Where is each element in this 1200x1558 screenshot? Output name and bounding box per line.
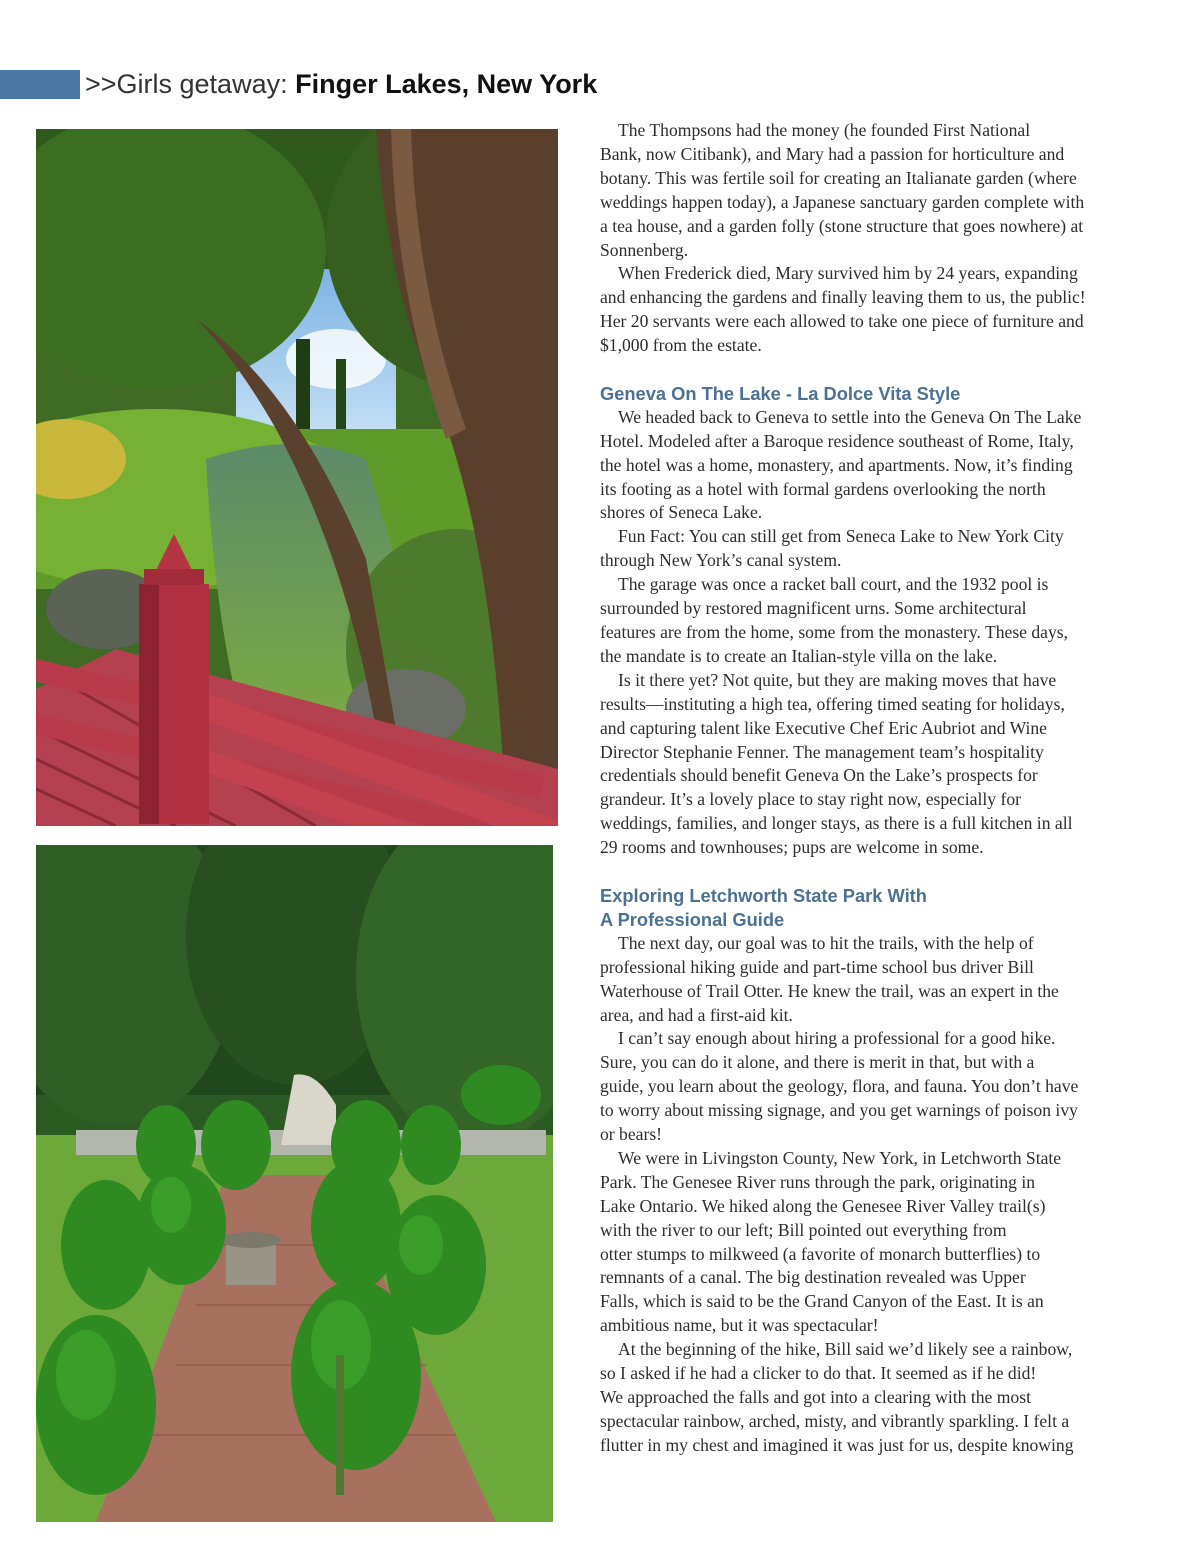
text-line: remnants of a canal. The big destination revealed was Upper <box>600 1267 1026 1288</box>
text-line: through New York’s canal system. <box>600 550 842 571</box>
text-line: Sonnenberg. <box>600 239 689 260</box>
text-line: grandeur. It’s a lovely place to stay right now, especially for <box>600 789 1021 810</box>
section-heading <box>600 884 1110 932</box>
text-line: weddings, families, and longer stays, as there is a full kitchen in all <box>600 813 1073 834</box>
section-gap <box>600 358 1110 382</box>
heading-line: A Professional Guide <box>600 908 785 930</box>
text-line: spectacular rainbow, arched, misty, and vibrantly sparkling. I felt a <box>600 1410 1070 1431</box>
text-line: features are from the home, some from the monastery. These days, <box>600 622 1069 643</box>
text-line: Her 20 servants were each allowed to take one piece of furniture and <box>600 311 1084 332</box>
text-line: botany. This was fertile soil for creating an Italianate garden (where <box>600 167 1077 188</box>
text-line: surrounded by restored magnificent urns. Some architectural <box>600 598 1027 619</box>
header-accent-bar <box>0 70 80 99</box>
text-line: Park. The Genesee River runs through the park, originating in <box>600 1171 1036 1192</box>
text-line: so I asked if he had a clicker to do that. It seemed as if he did! <box>600 1363 1037 1384</box>
text-line: to worry about missing signage, and you get warnings of poison ivy <box>600 1100 1078 1121</box>
text-line: I can’t say enough about hiring a professional for a good hike. <box>618 1028 1056 1049</box>
text-line: The Thompsons had the money (he founded First National <box>618 120 1031 140</box>
text-line: Waterhouse of Trail Otter. He knew the trail, was an expert in the <box>600 980 1059 1001</box>
text-line: $1,000 from the estate. <box>600 335 762 356</box>
text-line: Sure, you can do it alone, and there is merit in that, but with a <box>600 1052 1035 1073</box>
paragraph <box>600 406 1110 526</box>
text-line: We headed back to Geneva to settle into the Geneva On The Lake <box>618 406 1082 427</box>
paragraph <box>600 262 1110 358</box>
destination-title: Finger Lakes, New York <box>295 69 598 99</box>
text-line: ambitious name, but it was spectacular! <box>600 1315 879 1336</box>
text-line: We approached the falls and got into a clearing with the most <box>600 1387 1031 1407</box>
article-section <box>600 358 1110 860</box>
text-line: and capturing talent like Executive Chef Eric Aubriot and Wine <box>600 717 1047 738</box>
photo-topiary-garden <box>36 845 553 1522</box>
text-line: Falls, which is said to be the Grand Canyon of the East. It is an <box>600 1291 1044 1312</box>
text-line: the mandate is to create an Italian-style villa on the lake. <box>600 645 998 666</box>
paragraph <box>600 119 1110 262</box>
section-label: >>Girls getaway: <box>85 69 296 99</box>
text-line: Bank, now Citibank), and Mary had a passion for horticulture and <box>600 143 1065 164</box>
text-line: guide, you learn about the geology, flora, and fauna. You don’t have <box>600 1076 1079 1097</box>
text-line: otter stumps to milkweed (a favorite of monarch butterflies) to <box>600 1243 1041 1264</box>
page-header <box>85 66 597 102</box>
text-line: When Frederick died, Mary survived him by 24 years, expanding <box>618 263 1078 284</box>
photo-red-bridge-garden <box>36 129 558 826</box>
paragraph <box>600 932 1110 1028</box>
text-line: results—instituting a high tea, offering timed seating for holidays, <box>600 693 1065 714</box>
text-line: Hotel. Modeled after a Baroque residence southeast of Rome, Italy, <box>600 430 1074 451</box>
article-body <box>600 119 1110 1458</box>
text-line: weddings happen today), a Japanese sanctuary garden complete with <box>600 191 1085 212</box>
text-line: The garage was once a racket ball court, and the 1932 pool is <box>618 574 1049 595</box>
text-line: Fun Fact: You can still get from Seneca Lake to New York City <box>618 526 1064 547</box>
text-line: area, and had a first-aid kit. <box>600 1004 793 1025</box>
paragraph <box>600 669 1110 860</box>
text-line: with the river to our left; Bill pointed out everything from <box>600 1219 1007 1240</box>
heading-line: Geneva On The Lake - La Dolce Vita Style <box>600 382 961 404</box>
text-line: 29 rooms and townhouses; pups are welcome in some. <box>600 837 984 858</box>
text-line: The next day, our goal was to hit the trails, with the help of <box>618 932 1034 953</box>
text-line: its footing as a hotel with formal gardens overlooking the north <box>600 478 1046 499</box>
text-line: a tea house, and a garden folly (stone structure that goes nowhere) at <box>600 215 1084 236</box>
text-line: the hotel was a home, monastery, and apartments. Now, it’s finding <box>600 454 1073 475</box>
heading-line: Exploring Letchworth State Park With <box>600 884 927 906</box>
paragraph <box>600 525 1110 573</box>
text-line: Is it there yet? Not quite, but they are making moves that have <box>618 669 1057 690</box>
text-line: shores of Seneca Lake. <box>600 502 763 523</box>
text-line: or bears! <box>600 1124 663 1145</box>
text-line: Lake Ontario. We hiked along the Genesee River Valley trail(s) <box>600 1195 1046 1216</box>
text-line: We were in Livingston County, New York, in Letchworth State <box>618 1147 1062 1168</box>
paragraph <box>600 1338 1110 1458</box>
text-line: Director Stephanie Fenner. The management team’s hospitality <box>600 741 1044 762</box>
paragraph <box>600 1027 1110 1147</box>
text-line: credentials should benefit Geneva On the Lake’s prospects for <box>600 765 1038 786</box>
paragraph <box>600 1147 1110 1338</box>
red-bridge-illustration <box>36 129 558 826</box>
paragraph <box>600 573 1110 669</box>
text-line: and enhancing the gardens and finally leaving them to us, the public! <box>600 287 1086 308</box>
topiary-garden-illustration <box>36 845 553 1522</box>
section-gap <box>600 860 1110 884</box>
text-line: flutter in my chest and imagined it was just for us, despite knowing <box>600 1434 1074 1455</box>
section-heading <box>600 382 1110 406</box>
article-section <box>600 119 1110 358</box>
article-section <box>600 860 1110 1458</box>
text-line: At the beginning of the hike, Bill said we’d likely see a rainbow, <box>618 1339 1073 1360</box>
text-line: professional hiking guide and part-time school bus driver Bill <box>600 956 1034 977</box>
